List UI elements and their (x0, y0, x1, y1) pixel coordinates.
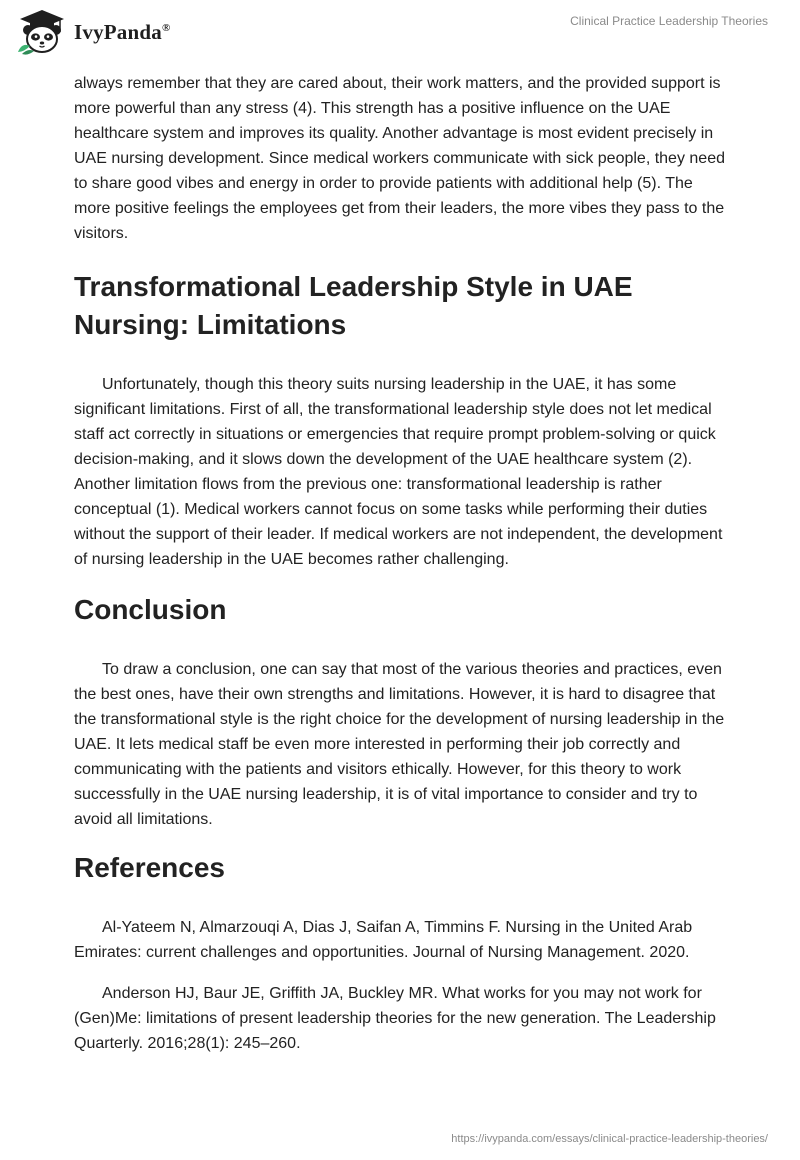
limitations-heading: Transformational Leadership Style in UAE Nursing: Limitations (74, 271, 633, 340)
intro-paragraph: always remember that they are cared about, their work matters, and the provided support is more powerful than any stress (4). This strength has a positive influence on the UAE healthcare system and improves its quality. Another advantage is most evident precisely in UAE nursing development. Since medical workers communicate with sick people, they need to share good vibes and energy in order to provide patients with additional help (5). The more positive feelings the employees get from their leaders, the more vibes they pass to the visitors. (74, 75, 725, 242)
references-heading: References (74, 852, 225, 883)
ivypanda-logo[interactable] (14, 8, 170, 56)
conclusion-heading: Conclusion (74, 594, 227, 625)
document-title: Clinical Practice Leadership Theories (570, 14, 768, 28)
source-url[interactable]: https://ivypanda.com/essays/clinical-practice-leadership-theories/ (451, 1133, 768, 1145)
reference-item: Al-Yateem N, Almarzouqi A, Dias J, Saifan A, Timmins F. Nursing in the United Arab Emirates: current challenges and opportunities. Journal of Nursing Management. 2020. (74, 919, 693, 961)
page-header (0, 0, 800, 64)
brand-name: IvyPanda® (74, 19, 171, 44)
panda-graduate-icon (14, 8, 70, 56)
article-body (74, 71, 730, 1056)
limitations-paragraph: Unfortunately, though this theory suits nursing leadership in the UAE, it has some significant limitations. First of all, the transformational leadership style does not let medical staff act correctly in situations or emergencies that require prompt problem-solving or quick decision-making, and it slows down the development of the UAE healthcare system (2). Another limitation flows from the previous one: transformational leadership is rather conceptual (1). Medical workers cannot focus on some tasks while performing their duties without the support of their leader. If medical workers are not independent, the development of nursing leadership in the UAE becomes rather challenging. (74, 376, 723, 568)
reference-item: Anderson HJ, Baur JE, Griffith JA, Buckley MR. What works for you may not work for (Gen)Me: limitations of present leadership theories for the new generation. The Leadership Quarterly. 2016;28(1): 245–260. (74, 985, 716, 1052)
conclusion-paragraph: To draw a conclusion, one can say that most of the various theories and practices, even the best ones, have their own strengths and limitations. However, it is hard to disagree that the transformational style is the right choice for the development of nursing leadership in the UAE. It lets medical staff be even more interested in performing their job correctly and communicating with the patients and visitors ethically. However, for this theory to work successfully in the UAE nursing leadership, it is of vital importance to consider and try to avoid all limitations. (74, 661, 725, 828)
registered-mark: ® (161, 21, 171, 34)
